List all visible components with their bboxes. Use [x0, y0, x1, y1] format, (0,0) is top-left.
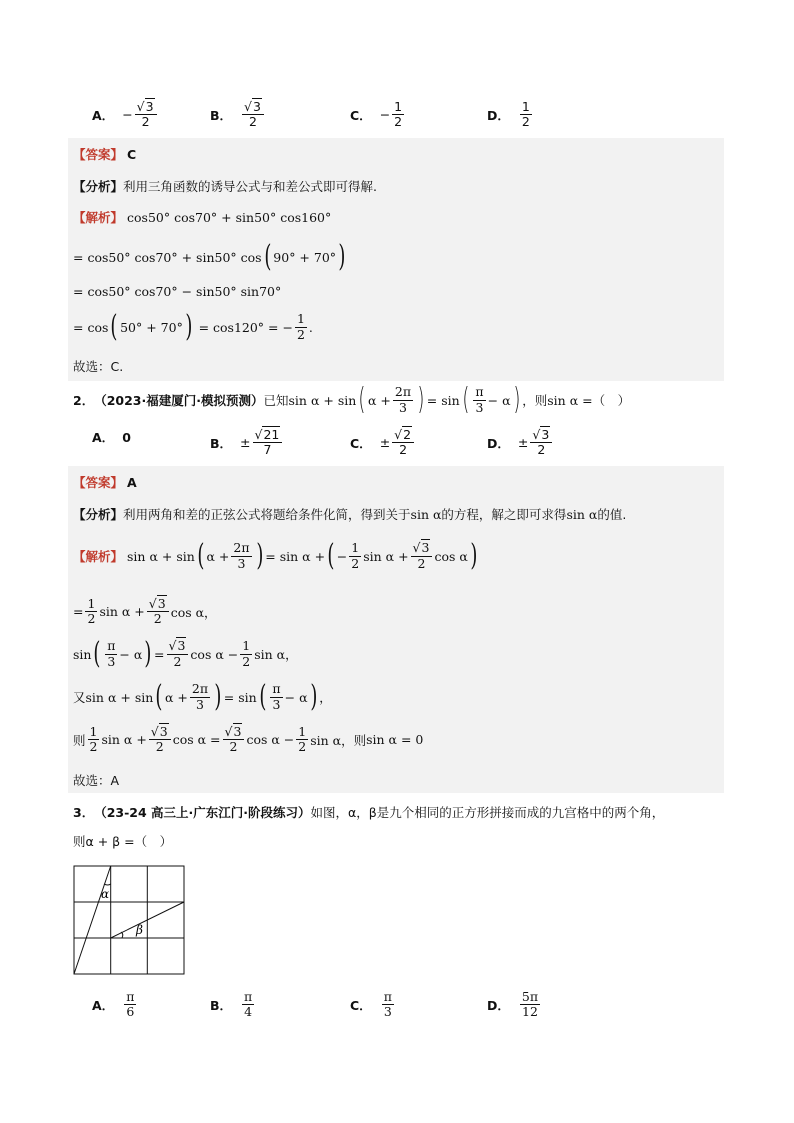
fraction: $\frac{\pi}{6}$ [126, 989, 135, 1020]
formula: sin α = 0 [366, 732, 424, 748]
formula: cos α = [172, 732, 221, 748]
formula: sin α + [99, 604, 145, 620]
q2-answer [73, 473, 137, 491]
fraction: $\frac{1}{2}$ [351, 540, 360, 571]
q3-option-c[interactable] [350, 990, 396, 1020]
stem-text: 已知 [263, 393, 289, 408]
formula: − α [119, 646, 143, 662]
formula: cos50° cos70° + sin50° cos160° [127, 209, 332, 225]
formula: sin α + [101, 732, 147, 748]
q1-option-a[interactable] [92, 100, 159, 130]
formula: − α [487, 392, 511, 408]
analysis-tag: 【分析】 [73, 179, 124, 194]
formula: = cos120° = − [198, 319, 293, 335]
fraction: $\frac{2\pi}{3}$ [233, 540, 250, 571]
fraction: $\frac{√3}{2}$ [135, 100, 157, 130]
option-label: D． [487, 107, 510, 123]
q2-sol-line4: 又 sin α + sin ( α + $\frac{2\pi}{3}$ ) = sin ( $\frac{\pi}{3}$ − α ) ， [73, 679, 332, 714]
fraction: $\frac{1}{2}$ [89, 724, 98, 755]
option-label: B． [210, 997, 233, 1013]
answer-tag: 【答案】 [73, 147, 124, 162]
option-label: C． [350, 435, 372, 451]
nine-grid-figure [70, 862, 188, 978]
solution-tag: 【解析】 [73, 549, 124, 564]
diagonal-line-alpha [74, 866, 111, 974]
formula: = cos50° cos70° + sin50° cos [73, 249, 262, 265]
formula: cos α − [246, 732, 295, 748]
text: 则 [73, 732, 86, 748]
q3-option-b[interactable] [210, 990, 256, 1020]
alpha-arc [104, 884, 111, 885]
question-source: （2023·福建厦门·模拟预测） [94, 393, 264, 408]
formula: cos α − [190, 646, 239, 662]
choose-text: 故选：A [73, 773, 120, 788]
grid-border [74, 866, 184, 974]
formula: = sin [426, 392, 460, 408]
plus-minus-sign: ± [379, 435, 391, 451]
formula: = cos [73, 319, 109, 335]
choose-text: 故选：C. [73, 359, 124, 374]
option-label: B． [210, 435, 233, 451]
fraction: $\frac{1}{2}$ [296, 311, 305, 342]
option-label: C． [350, 997, 372, 1013]
analysis-text: 利用两角和差的正弦公式将题给条件化简，得到关于 [123, 507, 411, 522]
q3-option-d[interactable] [487, 990, 542, 1020]
plus-minus-sign: ± [240, 435, 251, 451]
q1-choose [73, 357, 123, 375]
option-label: A． [92, 107, 115, 123]
formula: = sin α + [265, 548, 326, 564]
option-label: C． [350, 107, 372, 123]
formula: sin α + sin [85, 689, 154, 705]
formula: = cos50° cos70° − sin50° sin70° [73, 284, 282, 299]
formula: sin α， [254, 647, 298, 662]
fraction: $\frac{5\pi}{12}$ [521, 989, 539, 1020]
formula: sin α [410, 506, 442, 522]
formula: α + [206, 548, 230, 564]
formula: cos α [434, 548, 468, 564]
formula: − [336, 548, 348, 564]
fraction: $\frac{2\pi}{3}$ [191, 681, 209, 712]
stem-text: ，则 [522, 393, 548, 408]
formula: cos α， [170, 604, 217, 620]
fraction: $\frac{\pi}{3}$ [383, 989, 392, 1020]
option-label: D． [487, 997, 510, 1013]
q2-option-a[interactable] [92, 428, 131, 446]
q2-stem: 2． （2023·福建厦门·模拟预测） 已知 sin α + sin ( α + $\frac{2\pi}{3}$ ) = sin ( $\frac{\pi}{3}$ − α ) ，则 sin α = （ ） [73, 382, 631, 417]
formula: = [154, 646, 165, 662]
analysis-text: 利用三角函数的诱导公式与和差公式即可得解. [123, 179, 377, 194]
analysis-tag: 【分析】 [73, 507, 124, 522]
fraction: $\frac{√3}{2}$ [147, 597, 169, 627]
q3-option-a[interactable] [92, 990, 138, 1020]
blank-paren: （ ） [592, 393, 631, 408]
answer-value: A [127, 474, 137, 490]
q2-sol-line2 [73, 597, 217, 627]
formula: α + [165, 689, 188, 705]
alpha-label: α [101, 887, 110, 901]
fraction: $\frac{1}{2}$ [242, 638, 251, 669]
option-value: 0 [122, 429, 131, 445]
stem-text: 则α + β =（ ） [73, 834, 173, 849]
fraction: $\frac{√2}{2}$ [392, 428, 414, 458]
q1-step3 [73, 284, 281, 299]
fraction: $\frac{√3}{2}$ [223, 725, 245, 755]
stem-text: 如图，α，β是九个相同的正方形拼接而成的九宫格中的两个角， [310, 805, 665, 820]
option-label: D． [487, 435, 510, 451]
q2-sol-line1: 【解析】 sin α + sin ( α + $\frac{2\pi}{3}$ ) = sin α + ( − $\frac{1}{2}$ sin α + $\frac{√3}{2}$ cos α ) [73, 538, 478, 573]
fraction: $\frac{1}{2}$ [394, 99, 403, 130]
fraction: $\frac{√21}{7}$ [253, 428, 283, 458]
formula: sin α + sin [288, 392, 357, 408]
formula: sin α + [363, 548, 409, 564]
q1-option-c[interactable] [350, 100, 406, 130]
fraction: $\frac{√3}{2}$ [242, 100, 264, 130]
q2-sol-line3: sin ( $\frac{\pi}{3}$ − α ) = $\frac{√3}{2}$ cos α − $\frac{1}{2}$ sin α， [73, 636, 298, 671]
q1-step1 [73, 208, 331, 226]
fraction: $\frac{√3}{2}$ [530, 428, 552, 458]
question-source: （23-24 高三上·广东江门·阶段练习） [94, 805, 311, 820]
formula: sin α + sin [127, 548, 195, 564]
q2-option-c[interactable] [350, 428, 416, 458]
q3-stem-line2 [73, 832, 172, 850]
option-label: A． [92, 430, 115, 445]
q1-option-b[interactable] [210, 100, 266, 130]
formula: α + [368, 392, 391, 408]
fraction: $\frac{\pi}{3}$ [272, 681, 281, 712]
fraction: $\frac{\pi}{3}$ [107, 638, 116, 669]
formula: sin α [566, 506, 598, 522]
q1-step2: = cos50° cos70° + sin50° cos ( 90° + 70° ) [73, 239, 346, 274]
analysis-text: 的方程，解之即可求得 [441, 507, 567, 522]
option-label: A． [92, 997, 115, 1013]
formula: − α [284, 689, 308, 705]
q2-analysis [73, 505, 626, 523]
formula: 50° + 70° [120, 319, 183, 335]
formula: sin [73, 646, 92, 662]
answer-value: C [127, 146, 137, 162]
formula: sin α，则 [310, 732, 367, 748]
fraction: $\frac{2\pi}{3}$ [394, 384, 412, 415]
fraction: $\frac{√3}{2}$ [167, 639, 189, 669]
fraction: $\frac{√3}{2}$ [411, 541, 433, 571]
solution-tag: 【解析】 [73, 210, 124, 225]
fraction: $\frac{1}{2}$ [521, 99, 530, 130]
formula: ， [319, 690, 332, 705]
formula: = sin [223, 689, 257, 705]
fraction: $\frac{1}{2}$ [87, 596, 96, 627]
fraction: $\frac{√3}{2}$ [149, 725, 171, 755]
question-number: 2． [73, 393, 95, 408]
q2-option-b[interactable] [210, 428, 284, 458]
text: 又 [73, 690, 86, 705]
plus-minus-sign: ± [517, 435, 529, 451]
q3-stem [73, 803, 664, 821]
formula: 90° + 70° [273, 249, 337, 265]
fraction: $\frac{1}{2}$ [298, 724, 307, 755]
period: . [308, 319, 313, 335]
formula: = [73, 604, 84, 620]
fraction: $\frac{\pi}{4}$ [244, 989, 253, 1020]
option-label: B． [210, 107, 233, 123]
answer-tag: 【答案】 [73, 475, 124, 490]
formula: sin α = [547, 392, 593, 408]
fraction: $\frac{\pi}{3}$ [475, 384, 484, 415]
q1-analysis [73, 177, 377, 195]
q2-choose [73, 771, 119, 789]
q1-option-d[interactable] [487, 100, 534, 130]
analysis-text: 的值. [597, 507, 627, 522]
minus-sign: − [379, 107, 391, 123]
beta-label: β [136, 923, 143, 937]
minus-sign: − [122, 107, 133, 123]
q1-answer [73, 145, 136, 163]
question-number: 3． [73, 805, 95, 820]
q1-step4: = cos ( 50° + 70° ) = cos120° = − $\frac{1}{2}$ . [73, 309, 313, 344]
q2-sol-line5 [73, 725, 423, 755]
q2-option-d[interactable] [487, 428, 554, 458]
